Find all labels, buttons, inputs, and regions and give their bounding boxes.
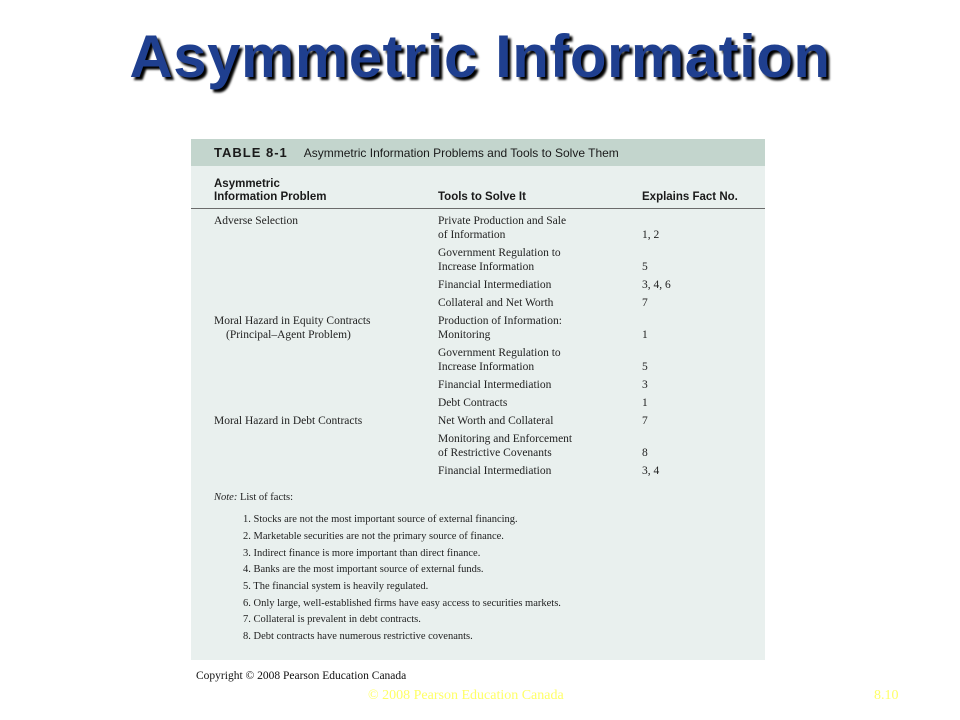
tool-line: Government Regulation to xyxy=(438,347,561,359)
table-caption: Asymmetric Information Problems and Tools to Solve Them xyxy=(303,145,619,160)
note-label: Note: List of facts: xyxy=(214,492,294,503)
fact-number: 7 xyxy=(642,297,648,309)
tool-line: of Restrictive Covenants xyxy=(438,447,552,459)
fact-number: 1, 2 xyxy=(642,229,660,241)
fact-list-item: 1. Stocks are not the most important source of external financing. xyxy=(243,514,518,525)
fact-number: 3 xyxy=(642,379,648,391)
problem-principal-agent: (Principal–Agent Problem) xyxy=(226,329,351,341)
fact-number: 3, 4, 6 xyxy=(642,279,671,291)
tool-line: Debt Contracts xyxy=(438,397,508,409)
footer-copyright: © 2008 Pearson Education Canada xyxy=(368,688,564,703)
header-rule xyxy=(191,208,765,209)
copyright-notice: Copyright © 2008 Pearson Education Canada xyxy=(196,670,407,682)
tool-line: of Information xyxy=(438,229,506,241)
tool-line: Increase Information xyxy=(438,261,535,273)
fact-list-item: 7. Collateral is prevalent in debt contracts. xyxy=(243,614,421,625)
tool-line: Monitoring xyxy=(438,329,491,341)
tool-line: Financial Intermediation xyxy=(438,279,552,291)
fact-list-item: 4. Banks are the most important source of external funds. xyxy=(243,564,484,575)
fact-number: 5 xyxy=(642,261,648,273)
fact-number: 1 xyxy=(642,397,648,409)
column-header-tools: Tools to Solve It xyxy=(438,191,526,203)
tool-line: Increase Information xyxy=(438,361,535,373)
column-headers xyxy=(191,178,765,209)
tool-line: Government Regulation to xyxy=(438,247,561,259)
fact-list-item: 5. The financial system is heavily regulated. xyxy=(243,581,429,592)
fact-list-item: 2. Marketable securities are not the primary source of finance. xyxy=(243,531,504,542)
tool-line: Net Worth and Collateral xyxy=(438,415,554,427)
tool-line: Monitoring and Enforcement xyxy=(438,433,573,445)
fact-number: 5 xyxy=(642,361,648,373)
slide-title: Asymmetric Information xyxy=(129,23,831,90)
tool-line: Financial Intermediation xyxy=(438,379,552,391)
tool-line: Financial Intermediation xyxy=(438,465,552,477)
problem-moral-hazard-equity: Moral Hazard in Equity Contracts xyxy=(214,315,371,327)
fact-list-item: 8. Debt contracts have numerous restrictive covenants. xyxy=(243,631,473,642)
tool-line: Private Production and Sale xyxy=(438,215,567,227)
table-number: TABLE 8-1 xyxy=(214,145,288,160)
tool-line: Collateral and Net Worth xyxy=(438,297,554,309)
problem-moral-hazard-debt: Moral Hazard in Debt Contracts xyxy=(214,415,363,427)
column-header-problem-line1: Asymmetric xyxy=(214,178,280,190)
column-header-facts: Explains Fact No. xyxy=(642,191,738,203)
table-header xyxy=(191,139,765,166)
fact-number: 8 xyxy=(642,447,648,459)
tool-line: Production of Information: xyxy=(438,315,562,327)
fact-number: 1 xyxy=(642,329,648,341)
fact-list-item: 3. Indirect finance is more important than direct finance. xyxy=(243,548,481,559)
fact-number: 7 xyxy=(642,415,648,427)
slide-number: 8.10 xyxy=(874,688,899,703)
column-header-problem-line2: Information Problem xyxy=(214,191,327,203)
problem-adverse-selection: Adverse Selection xyxy=(214,215,298,227)
fact-list-item: 6. Only large, well-established firms have easy access to securities markets. xyxy=(243,598,561,609)
fact-number: 3, 4 xyxy=(642,465,660,477)
